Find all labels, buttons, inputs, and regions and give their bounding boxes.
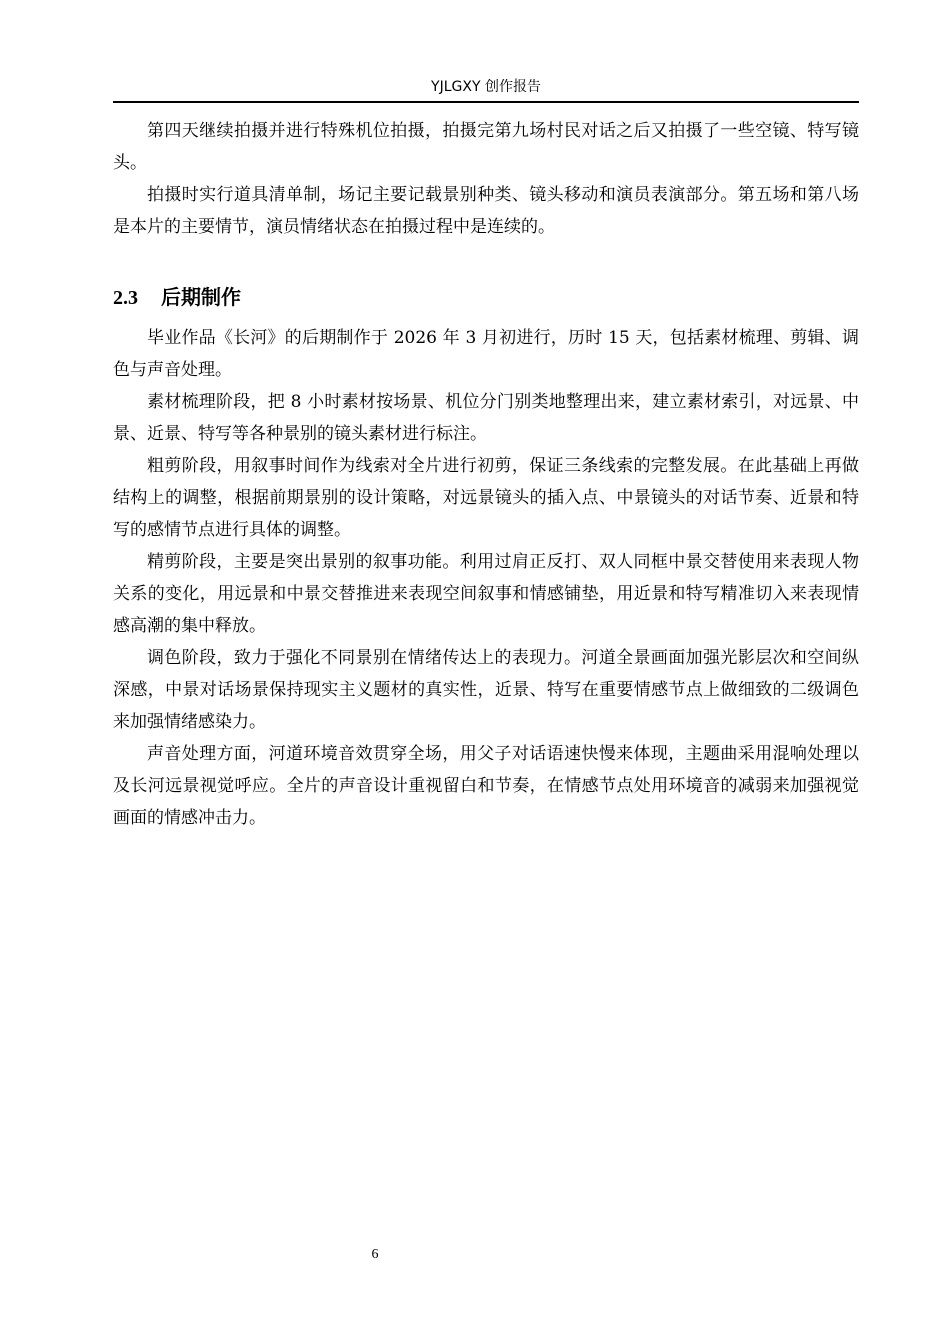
paragraph-rough-cut: 粗剪阶段，用叙事时间作为线索对全片进行初剪，保证三条线索的完整发展。在此基础上再做结构上的调整，根据前期景别的设计策略，对远景镜头的插入点、中景镜头的对话节奏、近景和特写的感情节点进行具体的调整。 xyxy=(113,456,859,540)
paragraph-sound: 声音处理方面，河道环境音效贯穿全场，用父子对话语速快慢来体现，主题曲采用混响处理以及长河远景视觉呼应。全片的声音设计重视留白和节奏，在情感节点处用环境音的减弱来加强视觉画面的情感冲击力。 xyxy=(113,744,859,828)
section-title: 后期制作 xyxy=(161,285,241,309)
page-number: 6 xyxy=(371,1247,379,1262)
paragraph-fine-cut: 精剪阶段，主要是突出景别的叙事功能。利用过肩正反打、双人同框中景交替使用来表现人物关系的变化，用远景和中景交替推进来表现空间叙事和情感铺垫，用近景和特写精准切入来表现情感高潮的集中释放。 xyxy=(113,552,859,636)
page-header: YJLGXY 创作报告 xyxy=(431,79,541,95)
section-number: 2.3 xyxy=(113,287,138,309)
paragraph-post-intro: 毕业作品《长河》的后期制作于 2026 年 3 月初进行，历时 15 天，包括素材梳理、剪辑、调色与声音处理。 xyxy=(113,328,859,380)
header-divider xyxy=(113,101,859,103)
paragraph-material: 素材梳理阶段，把 8 小时素材按场景、机位分门别类地整理出来，建立素材索引，对远景、中景、近景、特写等各种景别的镜头素材进行标注。 xyxy=(113,392,859,444)
paragraph-color-grading: 调色阶段，致力于强化不同景别在情绪传达上的表现力。河道全景画面加强光影层次和空间纵深感，中景对话场景保持现实主义题材的真实性，近景、特写在重要情感节点上做细致的二级调色来加强情绪感染力。 xyxy=(113,648,859,732)
paragraph-props: 拍摄时实行道具清单制，场记主要记载景别种类、镜头移动和演员表演部分。第五场和第八场是本片的主要情节，演员情绪状态在拍摄过程中是连续的。 xyxy=(113,185,859,237)
paragraph-day4: 第四天继续拍摄并进行特殊机位拍摄，拍摄完第九场村民对话之后又拍摄了一些空镜、特写镜头。 xyxy=(113,121,859,173)
section-heading xyxy=(113,282,859,313)
